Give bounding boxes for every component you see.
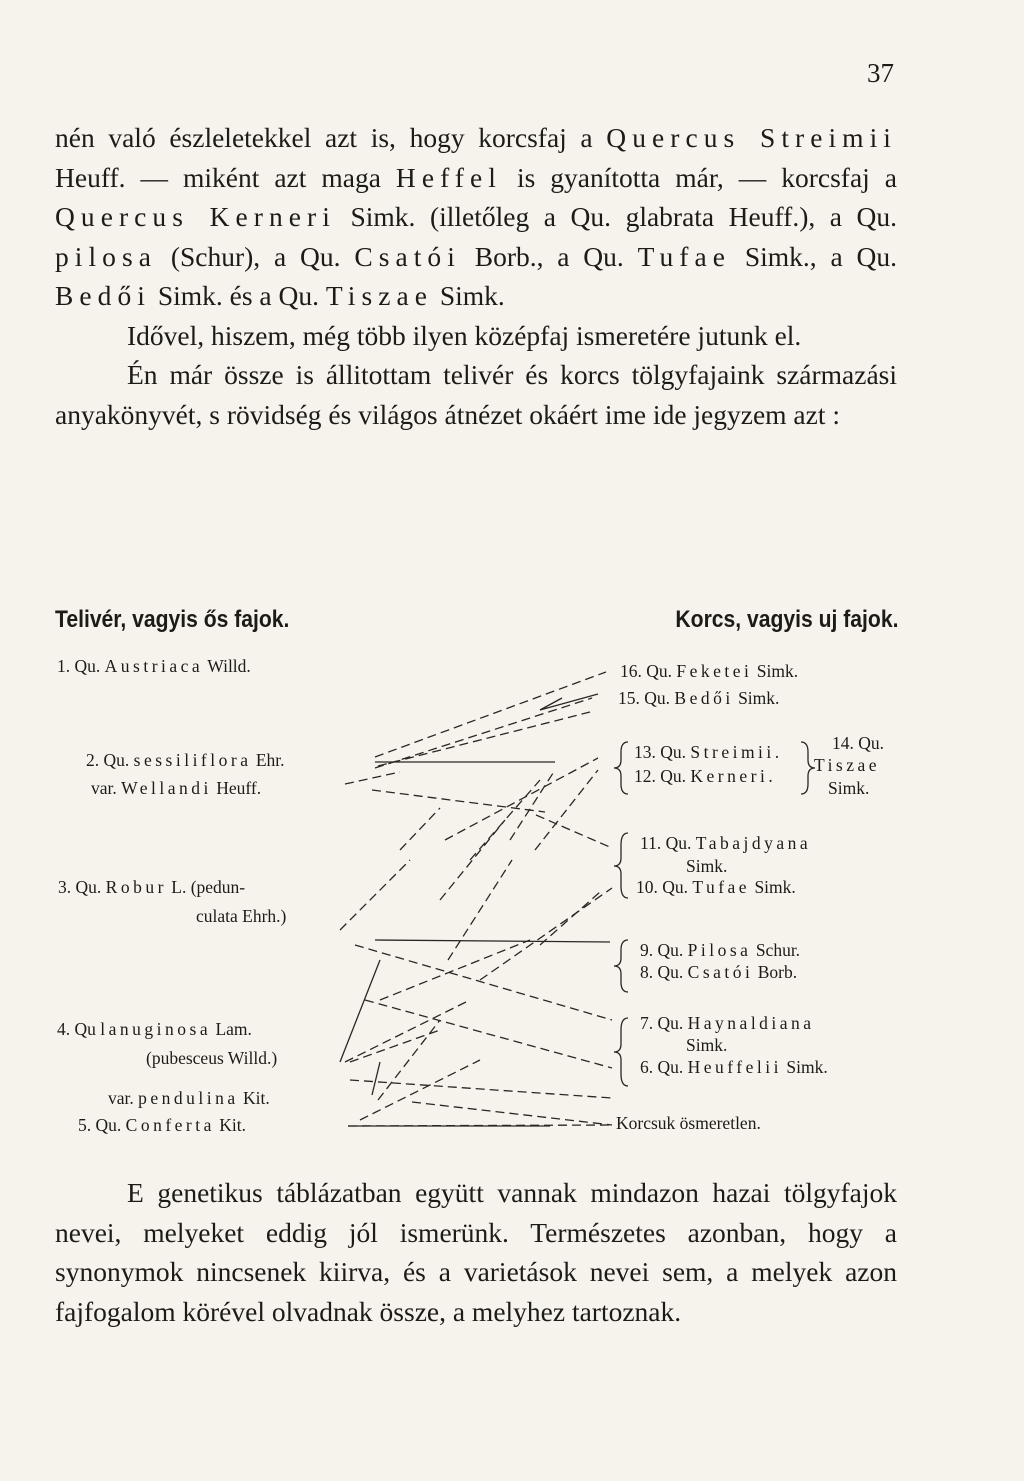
text-run: Simk.	[432, 280, 505, 311]
species-name: Heffel	[395, 161, 502, 193]
species-auth: Korcsuk ösmeretlen.	[616, 1113, 761, 1133]
left-species-conferta	[78, 1115, 246, 1136]
text-run: Én már össze is állitottam telivér és korcs tölgyfajaink származási anyakönyvét, s rövidség és világos átnézet okáért ime ide jegyzem azt :	[55, 359, 897, 430]
species-auth: Simk.	[738, 688, 780, 708]
right-species-bedoi	[618, 688, 779, 709]
species-num: 12. Qu.	[634, 766, 687, 786]
species-auth: Simk.	[686, 856, 728, 876]
left-species-lanuginosa	[57, 1019, 252, 1040]
left-species-austriaca	[57, 656, 251, 677]
left-species-sessiliflora	[86, 750, 285, 771]
species-auth: Simk.	[828, 778, 870, 798]
text-run: Simk. (illetőleg a Qu. glabrata Heuff.), a Qu.	[335, 201, 898, 232]
species-num: 10. Qu.	[636, 877, 689, 897]
right-species-heuffelii	[640, 1057, 828, 1078]
species-name: Quercus Kerneri	[55, 201, 336, 232]
outro-text	[55, 1173, 897, 1331]
species-num: 1. Qu.	[57, 656, 101, 676]
species-auth: culata Ehrh.)	[196, 906, 287, 926]
species-name: Csatói	[687, 962, 754, 982]
species-name: sessiliflora	[133, 750, 252, 770]
species-num: 4. Qu	[57, 1019, 96, 1039]
species-name: Streimii.	[690, 742, 783, 762]
species-num: 9. Qu.	[640, 940, 684, 960]
species-name: Bedői	[55, 280, 151, 311]
species-auth: Simk.	[686, 1035, 728, 1055]
left-species-lanuginosa2	[146, 1048, 277, 1069]
species-name: Feketei	[676, 661, 753, 681]
text-run: nén való észleletekkel azt is, hogy korcsfaj a	[55, 122, 607, 153]
species-name: Kerneri.	[690, 766, 777, 786]
solid-connectors	[340, 694, 610, 1126]
right-species-streimii	[634, 742, 783, 763]
species-name: Haynaldiana	[687, 1013, 815, 1033]
species-num: 8. Qu.	[640, 962, 684, 982]
text-run: (Schur), a Qu.	[157, 240, 355, 272]
paragraph-4: E genetikus táblázatban együtt vannak mindazon hazai tölgyfajok nevei, melyeket eddig jól ismerünk. Természetes azonban, hogy a synonymok nincsenek kiirva, és a varietások nevei sem, a melyek azon fajfogalom körével olvadnak össze, a melyhez tartoznak.	[55, 1177, 897, 1327]
species-name: Tiszae	[325, 280, 433, 311]
right-species-tabajdyana	[640, 833, 811, 854]
species-name: Pilosa	[687, 940, 752, 960]
right-species-haynaldiana2	[686, 1035, 727, 1056]
left-column-header: Telivér, vagyis ős fajok.	[55, 606, 290, 633]
species-auth: Simk.	[786, 1057, 828, 1077]
species-num: 2. Qu.	[86, 750, 130, 770]
species-auth: Schur.	[755, 940, 801, 960]
text-run: Borb., a Qu.	[460, 240, 638, 272]
species-name: Heuffelii	[687, 1057, 782, 1077]
species-num: 15. Qu.	[618, 688, 671, 708]
right-species-feketei	[620, 661, 798, 682]
species-name: Tiszae	[814, 755, 881, 775]
page-number: 37	[867, 58, 894, 88]
species-name: Conferta	[125, 1115, 215, 1135]
species-auth: (pubesceus Willd.)	[146, 1048, 278, 1068]
left-species-robur	[58, 877, 245, 898]
text-run: Simk., a Qu.	[731, 240, 897, 272]
species-auth: Lam.	[215, 1019, 252, 1039]
species-auth: Heuff.	[216, 778, 262, 798]
species-auth: Simk.	[754, 877, 796, 897]
species-num: 14. Qu.	[832, 733, 885, 753]
species-name: Austriaca	[104, 656, 204, 676]
species-auth: Kit.	[243, 1088, 270, 1108]
species-num: var.	[91, 778, 117, 798]
species-name: Tufae	[692, 877, 751, 897]
species-name: lanuginosa	[100, 1019, 212, 1039]
text-run: Simk. és a Qu.	[150, 280, 326, 311]
species-auth: L. (pedun-	[171, 877, 246, 897]
right-column-header: Korcs, vagyis uj fajok.	[674, 606, 898, 633]
species-num: 16. Qu.	[620, 661, 673, 681]
right-species-pilosa	[640, 940, 800, 961]
right-species-unknown	[616, 1113, 761, 1134]
left-species-wellandi	[91, 778, 261, 799]
species-auth: Willd.	[207, 656, 251, 676]
left-species-pendulina	[108, 1088, 270, 1109]
species-name: Csatói	[354, 240, 461, 272]
right-species-tufae	[636, 877, 796, 898]
left-species-robur2	[196, 906, 286, 927]
species-num: 5. Qu.	[78, 1115, 122, 1135]
species-num: 13. Qu.	[634, 742, 687, 762]
species-num: 11. Qu.	[640, 833, 692, 853]
text-run: Heuff. — miként azt maga	[55, 161, 396, 193]
species-name: Quercus Streimii	[606, 122, 897, 153]
right-species-kerneri	[634, 766, 776, 787]
species-name: Robur	[105, 877, 167, 897]
species-auth: Borb.	[757, 962, 798, 982]
species-name: Tabajdyana	[695, 833, 812, 853]
species-auth: Kit.	[219, 1115, 246, 1135]
species-auth: Ehr.	[255, 750, 285, 770]
right-species-tiszae2	[814, 755, 880, 776]
right-species-csatoi	[640, 962, 797, 983]
species-auth: Simk.	[756, 661, 799, 681]
right-species-tiszae3	[828, 778, 869, 799]
text-run: Idővel, hiszem, még több ilyen középfaj ismeretére jutunk el.	[127, 319, 802, 351]
species-name: Wellandi	[121, 778, 212, 798]
species-num: 6. Qu.	[640, 1057, 684, 1077]
species-num: 7. Qu.	[640, 1013, 684, 1033]
right-species-haynaldiana	[640, 1013, 815, 1034]
species-name: Tufae	[637, 240, 732, 272]
species-name: Bedői	[674, 688, 734, 708]
text-run: is gyanította már, — korcsfaj a	[501, 161, 897, 193]
species-num: 3. Qu.	[58, 877, 102, 897]
species-num: var.	[108, 1088, 134, 1108]
species-name: pilosa	[55, 240, 157, 272]
right-species-tabajdyana2	[686, 856, 727, 877]
right-species-tiszae1	[832, 733, 884, 754]
species-name: pendulina	[138, 1088, 239, 1108]
